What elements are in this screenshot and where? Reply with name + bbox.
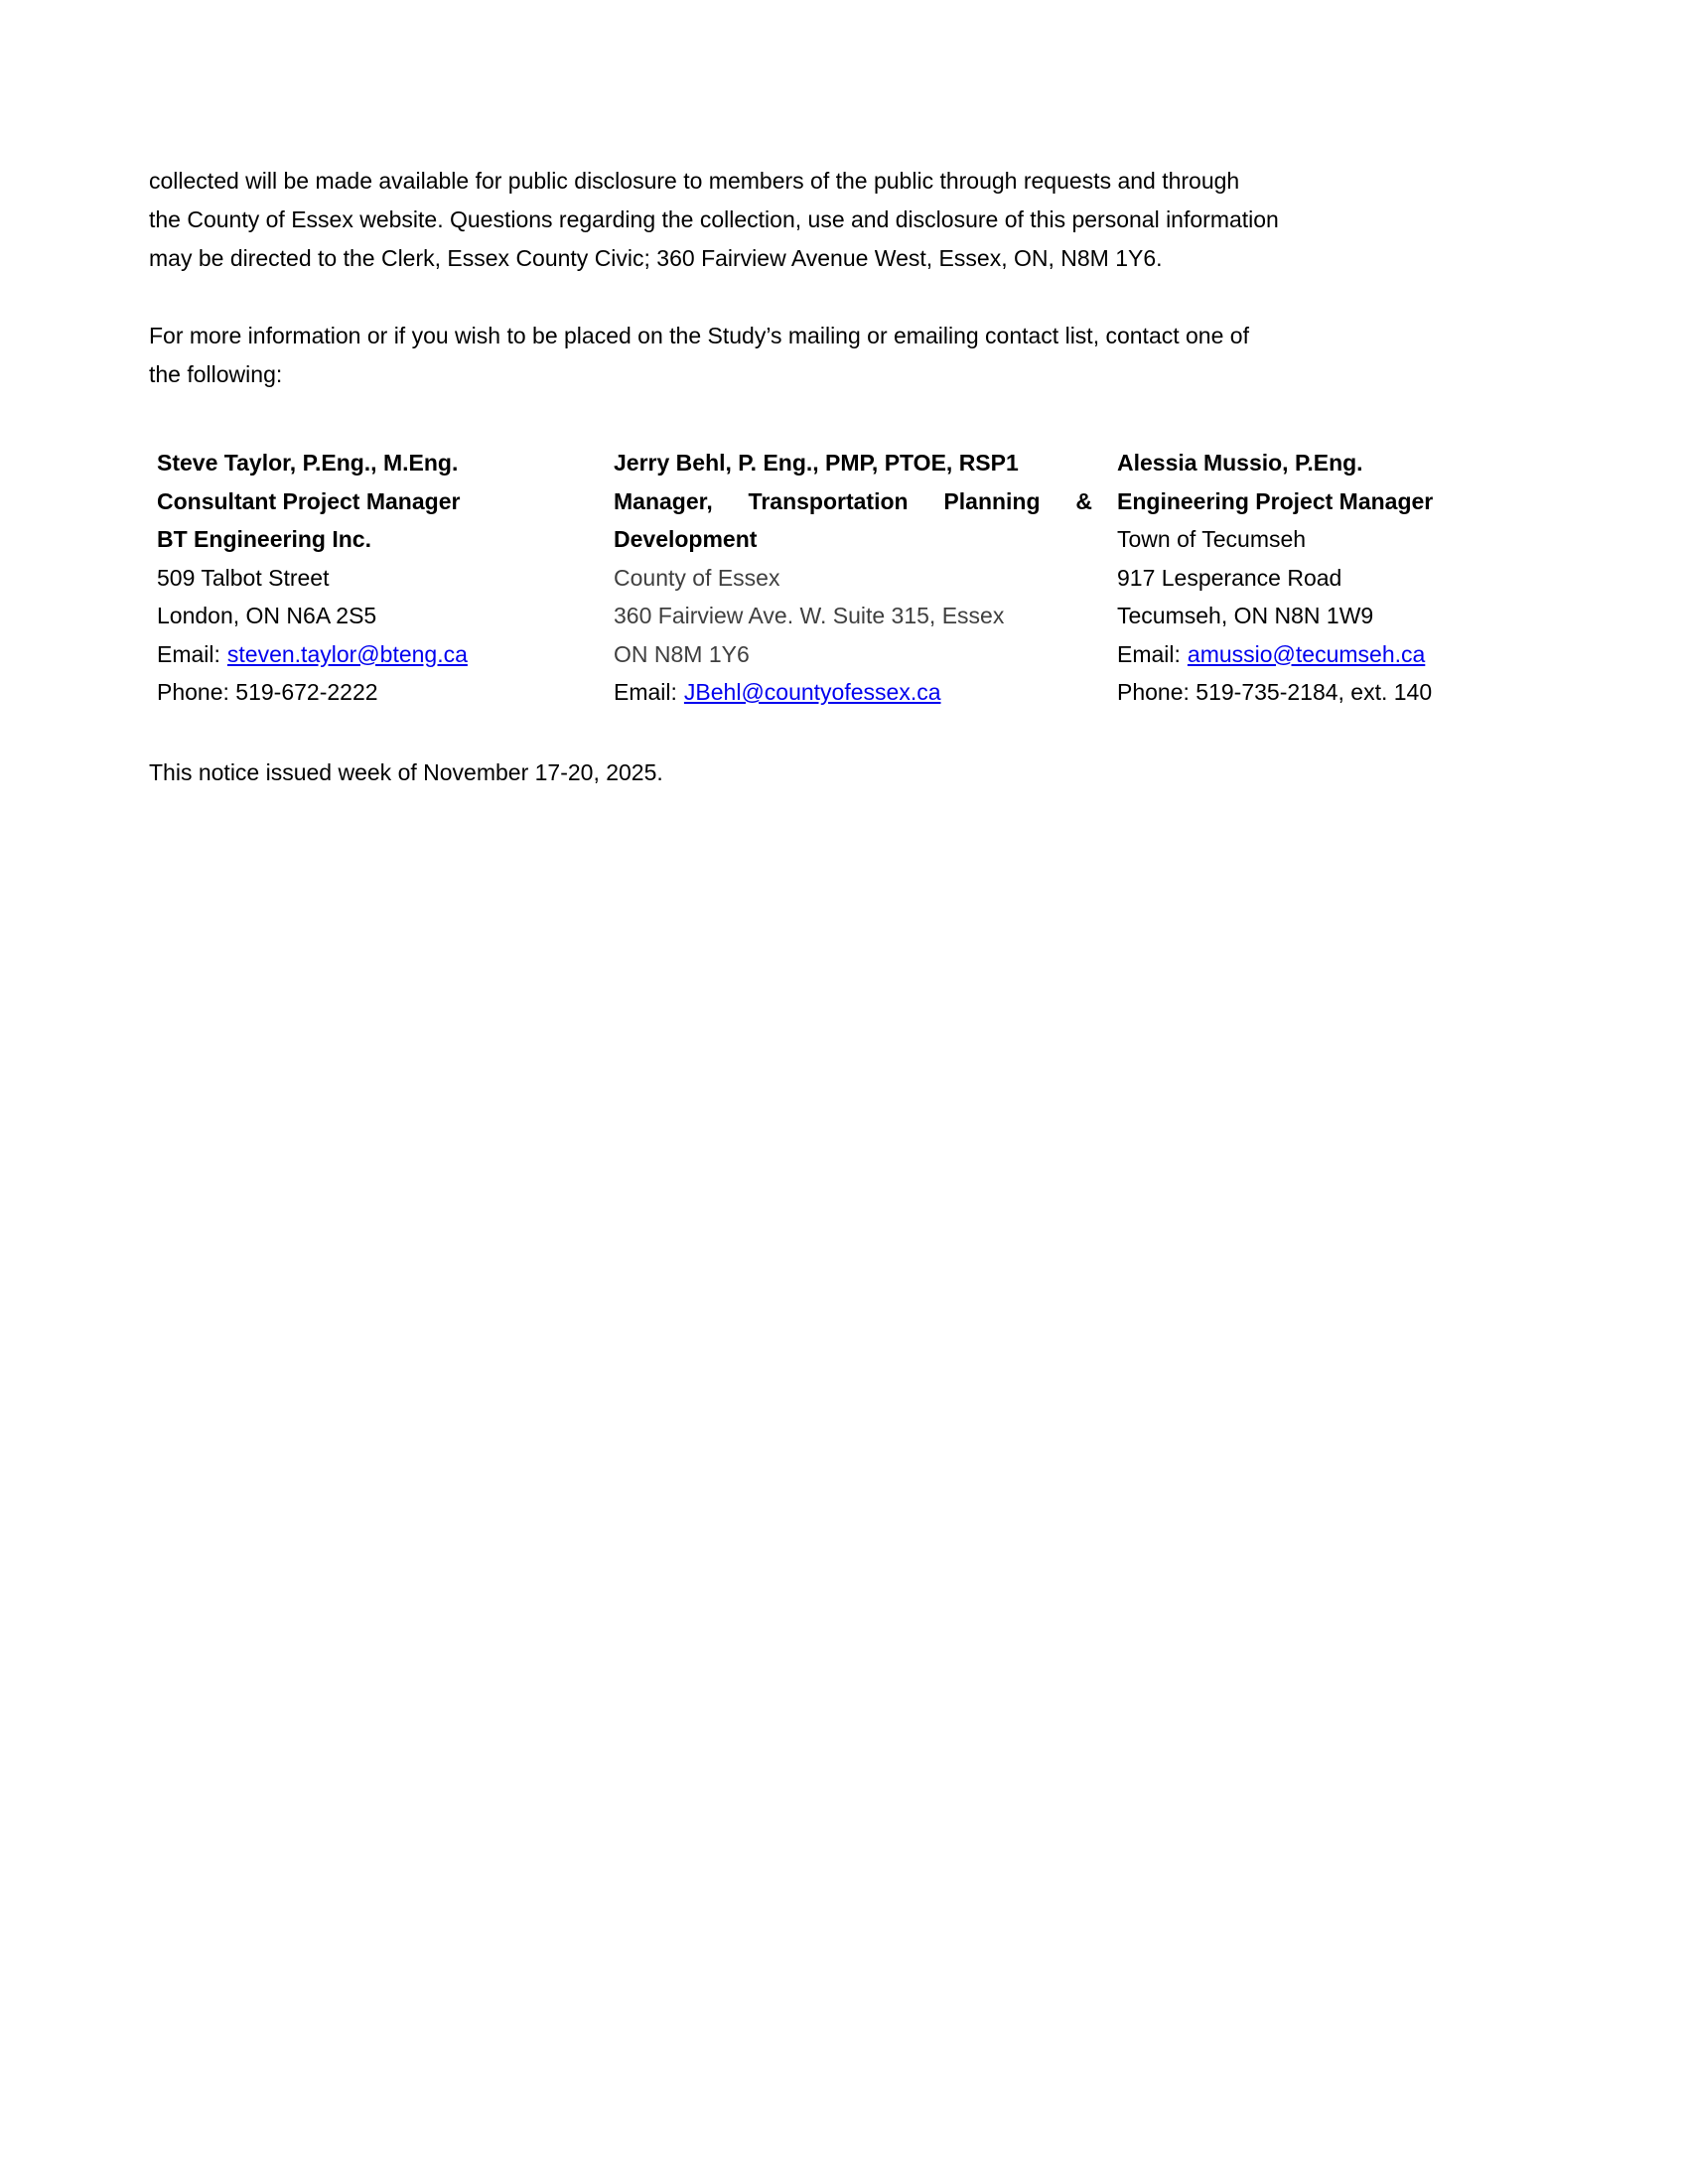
contact-org: BT Engineering Inc. [157,526,371,552]
contact-role: Consultant Project Manager [157,487,461,514]
email-label: Email: [157,640,220,667]
contact-org: County of Essex [614,564,780,591]
email-link-jerry-behl[interactable]: JBehl@countyofessex.ca [683,679,941,705]
email-label: Email: [614,679,677,705]
contact-card-alessia-mussio [1117,444,1542,712]
document-content [149,162,1534,792]
paragraph-contact-intro-line-1: For more information or if you wish to be placed on the Study’s mailing or emailing contact list, contact one of [149,323,1249,348]
paragraph-contact-intro [149,317,1534,394]
contact-card-steve-taylor [157,444,614,712]
contact-card-jerry-behl [614,444,1117,712]
contact-phone: Phone: 519-672-2222 [157,679,378,705]
contact-email-row [614,673,1117,712]
paragraph-disclosure-line-3: may be directed to the Clerk, Essex County Civic; 360 Fairview Avenue West, Essex, ON, N8M 1Y6. [149,245,1163,271]
contact-phone: Phone: 519-735-2184, ext. 140 [1117,679,1433,705]
contact-name: Alessia Mussio, P.Eng. [1117,450,1363,476]
contact-role: Engineering Project Manager [1117,487,1434,514]
contact-role-line-2: Development [614,526,758,552]
email-link-alessia-mussio[interactable]: amussio@tecumseh.ca [1187,640,1426,667]
contact-address-line: 360 Fairview Ave. W. Suite 315, Essex [614,603,1005,628]
contact-address-line: ON N8M 1Y6 [614,640,750,667]
contact-org: Town of Tecumseh [1117,526,1307,552]
paragraph-disclosure-line-2: the County of Essex website. Questions regarding the collection, use and disclosure of this personal information [149,206,1279,232]
email-label: Email: [1117,640,1181,667]
contact-address-line: Tecumseh, ON N8N 1W9 [1117,603,1374,628]
contact-address-line: London, ON N6A 2S5 [157,603,377,628]
contact-columns [157,444,1534,712]
contact-email-row [1117,635,1542,674]
contact-email-row [157,635,614,674]
email-link-steve-taylor[interactable]: steven.taylor@bteng.ca [226,640,468,667]
paragraph-disclosure [149,162,1534,278]
paragraph-contact-intro-line-2: the following: [149,361,283,387]
notice-issued-line: This notice issued week of November 17-20, 2025. [149,758,663,785]
paragraph-disclosure-line-1: collected will be made available for public disclosure to members of the public through requests and through [149,168,1240,194]
contact-role-line-1: Manager, Transportation Planning & [614,487,1092,514]
contact-address-line: 509 Talbot Street [157,564,330,591]
contact-name: Jerry Behl, P. Eng., PMP, PTOE, RSP1 [614,450,1019,476]
contact-name: Steve Taylor, P.Eng., M.Eng. [157,450,459,476]
contact-address-line: 917 Lesperance Road [1117,564,1342,591]
